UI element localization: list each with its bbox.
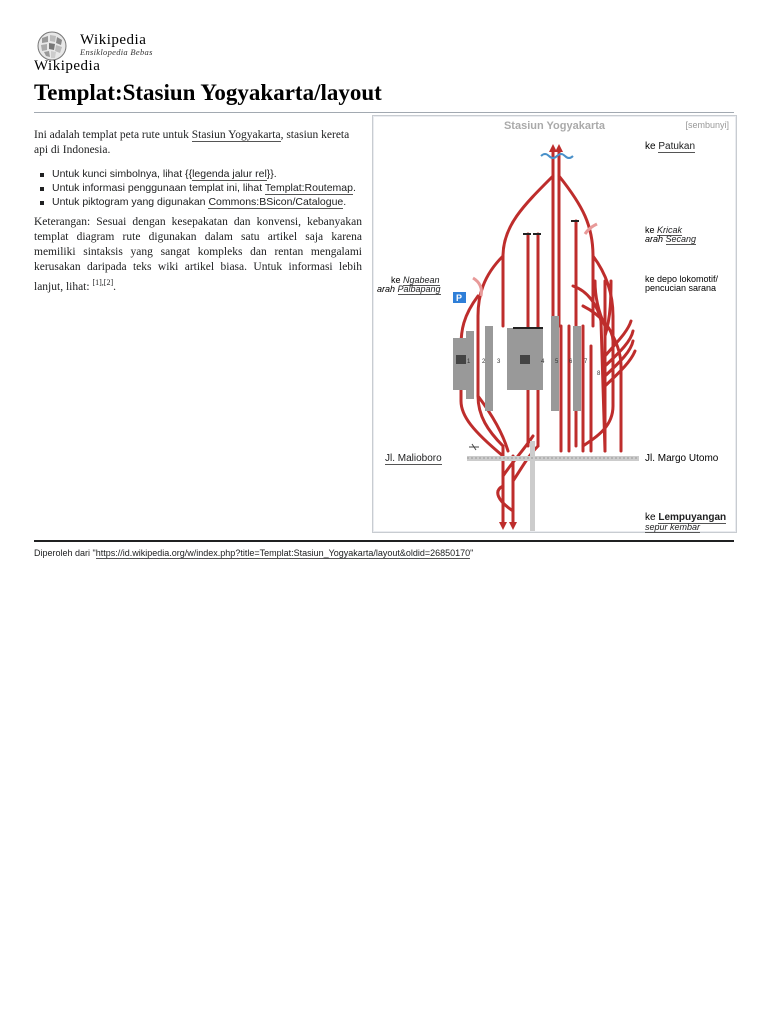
routemap-link[interactable]: Templat:Routemap — [264, 182, 353, 194]
label-sepur-kembar: sepur kembar — [645, 522, 701, 532]
route-map-infobox — [372, 115, 737, 533]
title-divider — [34, 112, 734, 113]
hide-toggle[interactable]: [sembunyi] — [685, 120, 729, 130]
list-item: Untuk informasi penggunaan templat ini, lihat Templat:Routemap. — [52, 182, 362, 195]
article-content — [34, 128, 362, 295]
label-margo-utomo: Jl. Margo Utomo — [645, 453, 719, 464]
track-number: 2 — [482, 359, 486, 365]
track-number: 7 — [584, 359, 588, 365]
label-secang: arah Secang — [645, 234, 697, 244]
route-diagram — [373, 116, 736, 532]
infobox-title: Stasiun Yogyakarta — [503, 120, 606, 132]
reference-links[interactable]: [1],[2] — [92, 278, 114, 287]
legend-link[interactable]: legenda jalur rel — [192, 168, 267, 180]
station-link[interactable]: Stasiun Yogyakarta — [191, 129, 281, 141]
label-malioboro: Jl. Malioboro — [385, 453, 442, 464]
wordmark-link[interactable]: Wikipedia — [34, 58, 101, 74]
logo-wordmark: Wikipedia — [80, 32, 147, 48]
track-number: 3 — [497, 359, 501, 365]
track-number: 4 — [541, 359, 545, 365]
track-number: 5 — [555, 359, 559, 365]
list-item: Untuk kunci simbolnya, lihat {{legenda jalur rel}}. — [52, 168, 362, 181]
track-number: 6 — [569, 359, 573, 365]
track-number: 8 — [597, 371, 601, 377]
label-patukan: ke Patukan — [645, 141, 696, 152]
footer-divider — [34, 540, 734, 542]
logo-tagline: Ensiklopedia Bebas — [80, 47, 153, 57]
label-palbapang: arah Palbapang — [377, 284, 441, 294]
page-title: Templat:Stasiun Yogyakarta/layout — [34, 80, 382, 105]
list-item: Untuk piktogram yang digunakan Commons:BSicon/Catalogue. — [52, 196, 362, 209]
label-ngabean: ke Ngabean — [391, 275, 440, 285]
retrieved-from: Diperoleh dari "https://id.wikipedia.org/w/index.php?title=Templat:Stasiun_Yogyakarta/layout&oldid=26850170" — [34, 548, 474, 558]
note-paragraph: Keterangan: Sesuai dengan kesepakatan dan konvensi, kebanyakan templat diagram rute digunakan dalam satu artikel saja karena memiliki sintaksis yang sangat kompleks dan rentan mengalami kerusakan daripada teks wiki artikel biasa. Untuk informasi lebih lanjut, lihat: [1],[2]. — [34, 216, 362, 293]
label-pencucian: pencucian sarana — [645, 283, 717, 293]
bsicon-link[interactable]: Commons:BSicon/Catalogue — [208, 196, 344, 208]
label-depo: ke depo lokomotif/ — [645, 274, 719, 284]
info-list — [34, 168, 362, 209]
permalink[interactable]: https://id.wikipedia.org/w/index.php?title=Templat:Stasiun_Yogyakarta/layout&oldid=26850170 — [95, 548, 471, 558]
track-number: 1 — [467, 359, 471, 365]
intro-paragraph: Ini adalah templat peta rute untuk Stasiun Yogyakarta, stasiun kereta api di Indonesia. — [34, 129, 350, 156]
label-kricak: ke Kricak — [645, 225, 683, 235]
label-lempuyangan: ke Lempuyangan — [645, 512, 727, 523]
parking-icon: P — [456, 293, 463, 303]
